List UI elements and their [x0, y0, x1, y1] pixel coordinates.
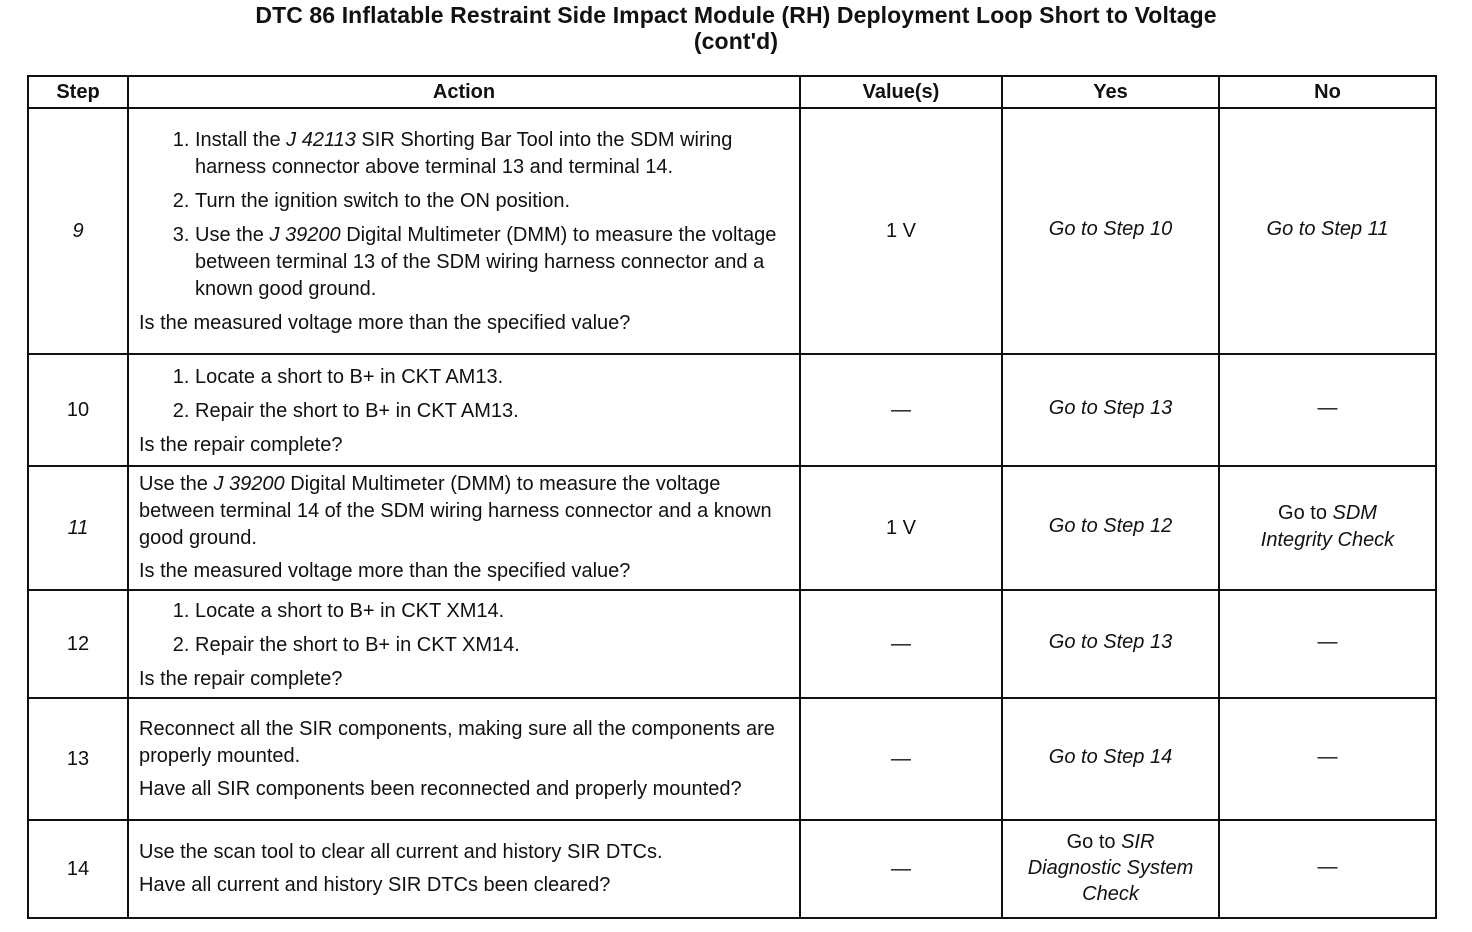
step-number: 13 — [28, 698, 128, 820]
yes-link[interactable]: Go to Step 13 — [1002, 354, 1219, 466]
title-line-1: DTC 86 Inflatable Restraint Side Impact Module (RH) Deployment Loop Short to Voltage — [255, 2, 1217, 28]
value-cell: — — [800, 590, 1002, 698]
header-step: Step — [28, 76, 128, 108]
action-list — [139, 127, 791, 303]
table-row — [28, 820, 1436, 918]
list-item: 2. Repair the short to B+ in CKT AM13. — [195, 398, 791, 425]
action-question: Is the measured voltage more than the specified value? — [139, 312, 631, 334]
list-item: 2. Repair the short to B+ in CKT XM14. — [195, 632, 791, 659]
header-action: Action — [128, 76, 800, 108]
action-question: Have all current and history SIR DTCs been cleared? — [139, 874, 611, 896]
yes-link[interactable]: Go to Step 12 — [1002, 466, 1219, 590]
action-list — [139, 598, 791, 659]
table-row — [28, 354, 1436, 466]
yes-link[interactable]: Go to Step 13 — [1002, 590, 1219, 698]
action-cell — [128, 590, 800, 698]
yes-link[interactable]: Go to Step 14 — [1002, 698, 1219, 820]
table-row — [28, 590, 1436, 698]
value-cell: — — [800, 698, 1002, 820]
action-cell — [128, 698, 800, 820]
action-paragraph: Reconnect all the SIR components, making sure all the components are properly mounted. — [139, 717, 775, 767]
diagnostic-table — [27, 75, 1437, 919]
action-paragraph: Use the J 39200 Digital Multimeter (DMM) to measure the voltage between terminal 14 of the SDM wiring harness connector and a known good ground. — [139, 473, 772, 549]
header-no: No — [1219, 76, 1436, 108]
no-value: — — [1219, 590, 1436, 698]
action-question: Have all SIR components been reconnected and properly mounted? — [139, 777, 742, 800]
document-title — [0, 2, 1472, 54]
yes-link[interactable]: Go to Step 10 — [1002, 108, 1219, 354]
list-item: 1. Install the J 42113 SIR Shorting Bar Tool into the SDM wiring harness connector above terminal 13 and terminal 14. — [195, 127, 791, 181]
step-number: 11 — [28, 466, 128, 590]
action-cell — [128, 354, 800, 466]
step-number: 9 — [28, 108, 128, 354]
action-cell — [128, 466, 800, 590]
list-item: 1. Locate a short to B+ in CKT XM14. — [195, 598, 791, 625]
table-row — [28, 698, 1436, 820]
table-row — [28, 108, 1436, 354]
step-number: 12 — [28, 590, 128, 698]
table-row — [28, 466, 1436, 590]
value-cell: — — [800, 354, 1002, 466]
list-item: 1. Locate a short to B+ in CKT AM13. — [195, 364, 791, 391]
tool-reference: J 39200 — [269, 224, 341, 246]
list-item: 2. Turn the ignition switch to the ON position. — [195, 188, 791, 215]
no-value: — — [1219, 354, 1436, 466]
tool-reference: J 39200 — [213, 473, 285, 495]
action-question: Is the repair complete? — [139, 433, 343, 456]
action-paragraph: Use the scan tool to clear all current and history SIR DTCs. — [139, 841, 663, 863]
step-number: 14 — [28, 820, 128, 918]
yes-link[interactable]: Go to SIR Diagnostic System Check — [1002, 820, 1219, 918]
no-link[interactable]: Go to SDM Integrity Check — [1219, 466, 1436, 590]
no-value: — — [1219, 698, 1436, 820]
value-cell: — — [800, 820, 1002, 918]
action-cell — [128, 820, 800, 918]
title-line-2: (cont'd) — [693, 28, 779, 54]
action-question: Is the measured voltage more than the specified value? — [139, 560, 631, 582]
value-cell: 1 V — [800, 108, 1002, 354]
step-number: 10 — [28, 354, 128, 466]
action-cell — [128, 108, 800, 354]
header-yes: Yes — [1002, 76, 1219, 108]
header-row — [28, 76, 1436, 108]
value-cell: 1 V — [800, 466, 1002, 590]
no-value: — — [1219, 820, 1436, 918]
list-item: 3. Use the J 39200 Digital Multimeter (DMM) to measure the voltage between terminal 13 of the SDM wiring harness connector and a known good ground. — [195, 222, 791, 303]
no-link[interactable]: Go to Step 11 — [1219, 108, 1436, 354]
action-list — [139, 364, 791, 425]
action-question: Is the repair complete? — [139, 667, 343, 690]
header-values: Value(s) — [800, 76, 1002, 108]
tool-reference: J 42113 — [286, 129, 356, 151]
